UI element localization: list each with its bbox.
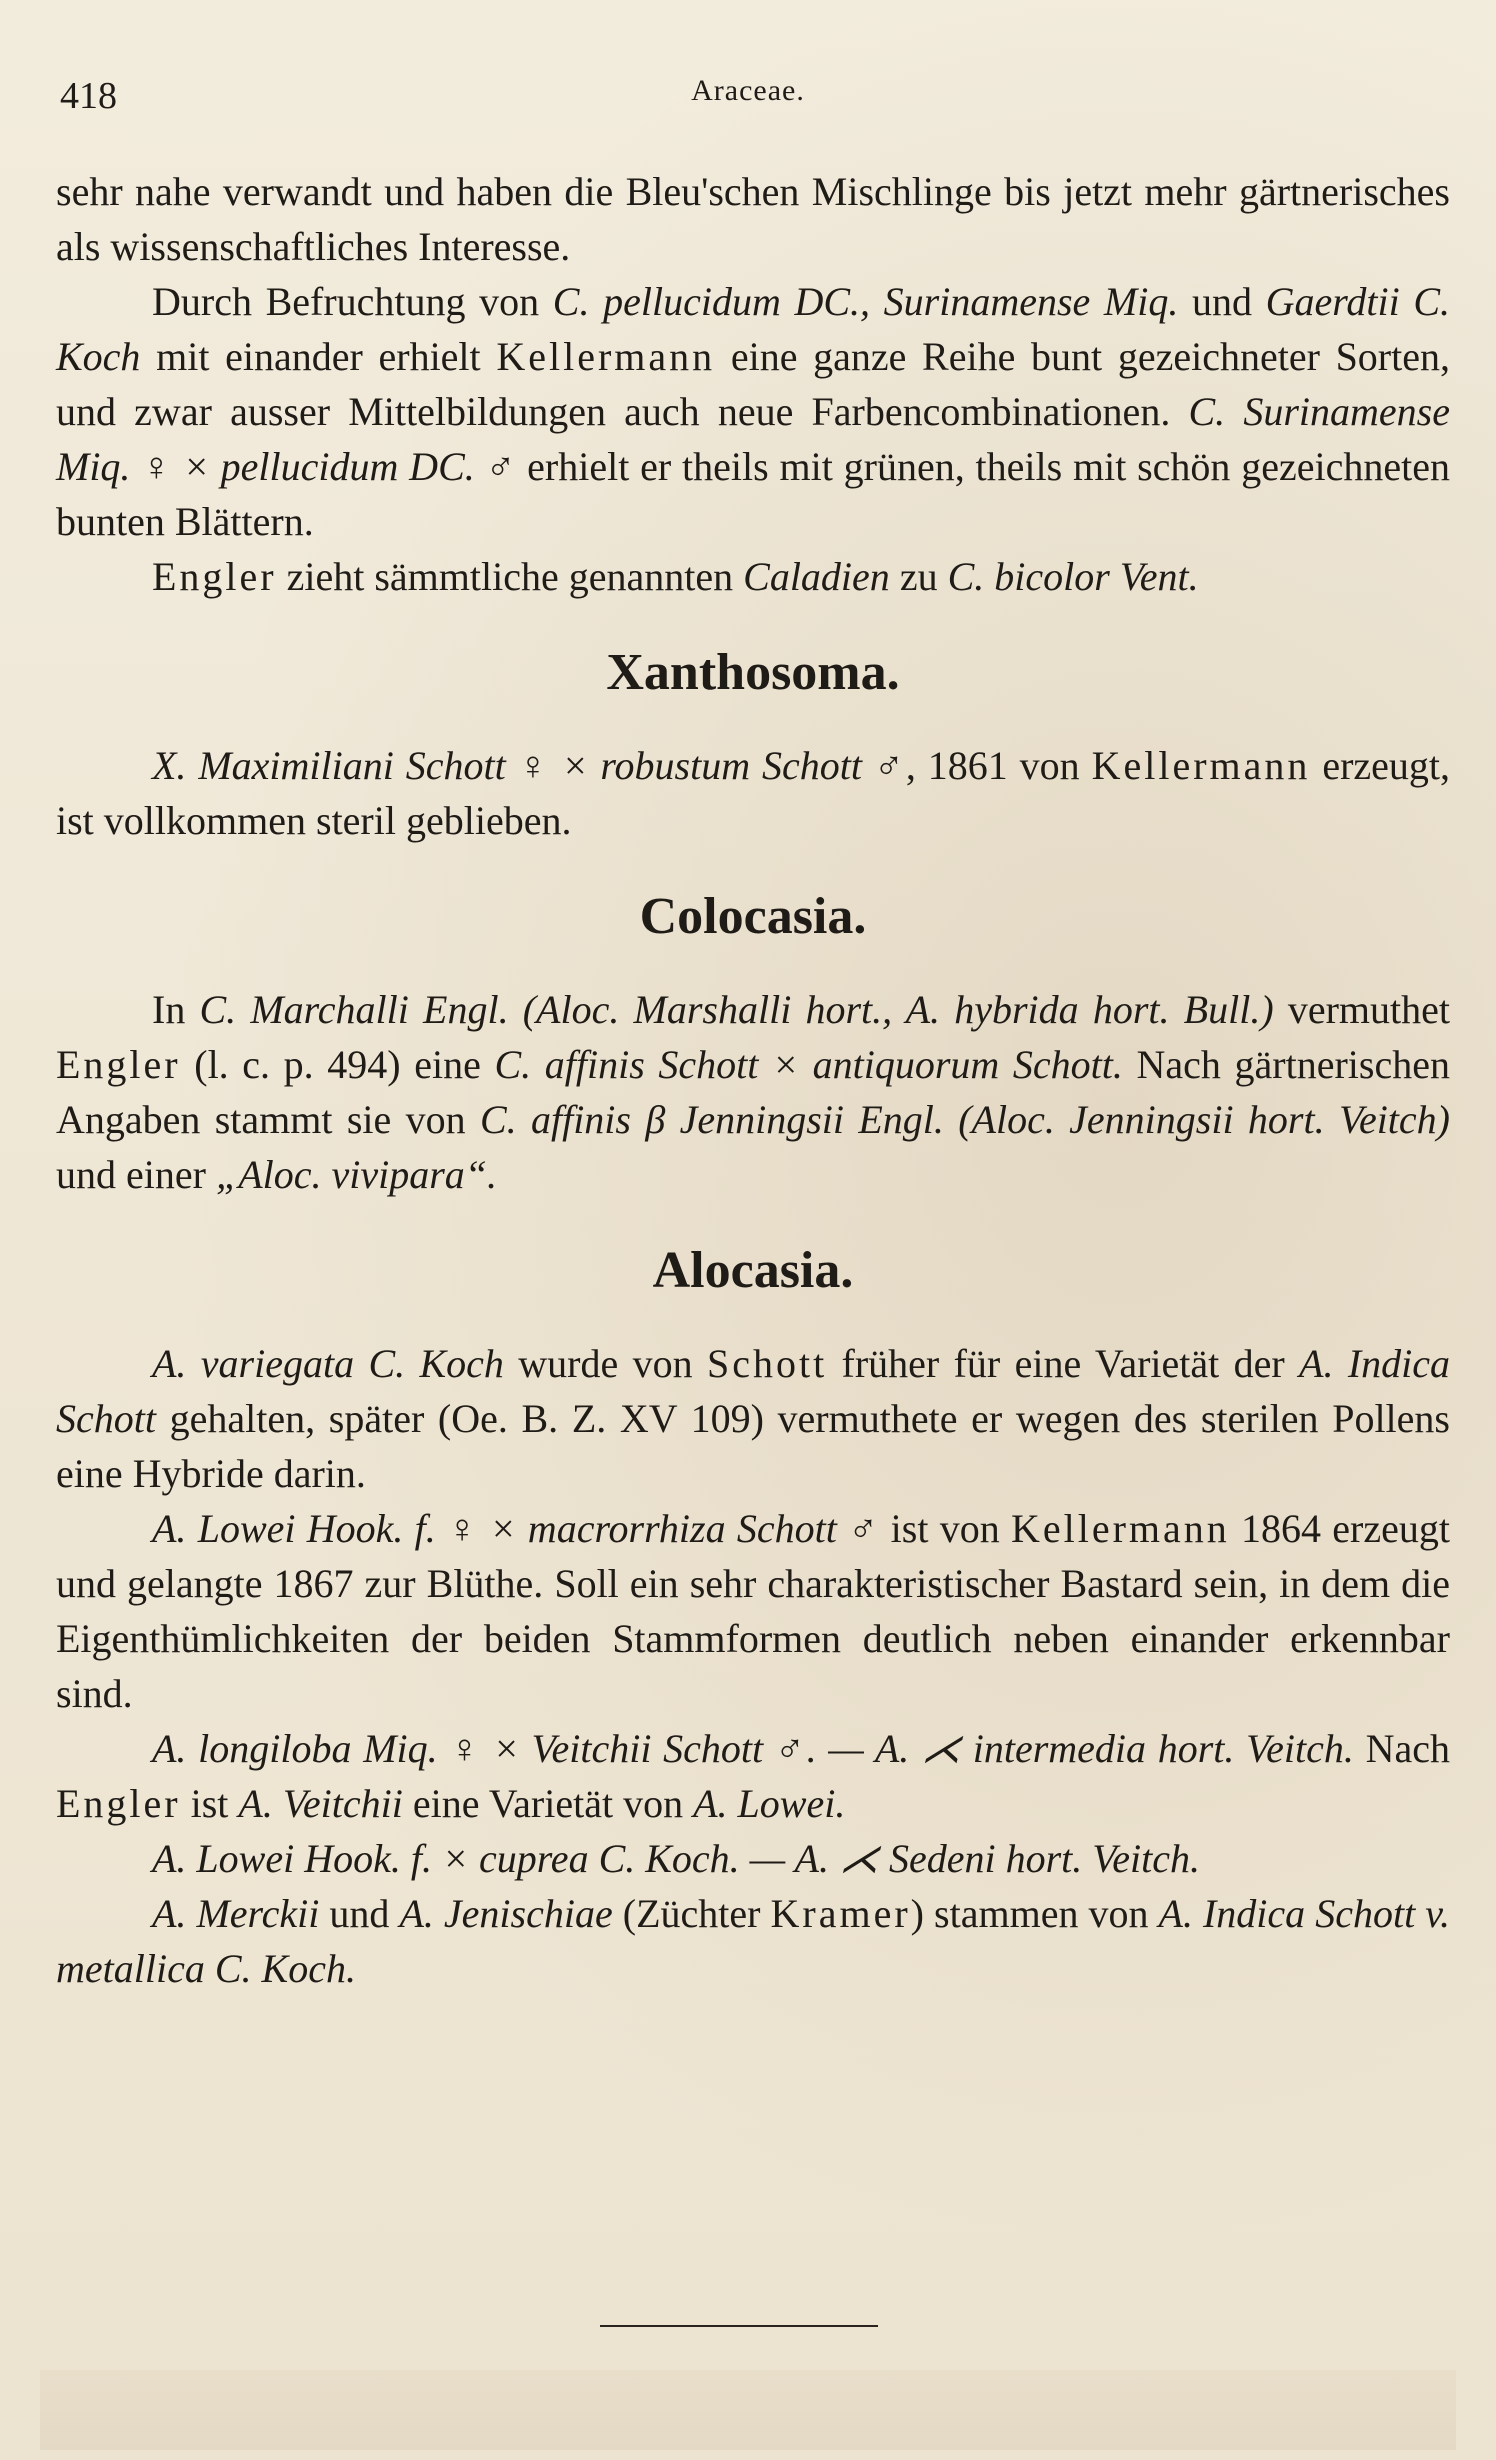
text-span: ist [180,1781,239,1826]
taxon-name: C. Surinamense Miq. ♀ × pellucidum DC. ♂ [56,389,1450,489]
text-span: früher für eine Varietät der [827,1341,1300,1386]
text-span: und einer [56,1152,216,1197]
taxon-name: C. affinis β Jenningsii Engl. (Aloc. Jenningsii hort. Veitch) [479,1097,1450,1142]
paragraph [56,982,1450,1202]
person-name: Schott [706,1341,828,1386]
page-header [60,74,1436,124]
taxon-name: A. Merckii [152,1891,320,1936]
taxon-name: C. affinis Schott × antiquorum Schott. [494,1042,1123,1087]
taxon-name: A. Indica Schott v. metallica C. Koch. [56,1891,1451,1991]
text-span: In [152,987,200,1032]
paragraph [56,274,1450,549]
paragraph [56,1336,1450,1501]
paragraph [56,1831,1450,1886]
text-span: gehalten, später (Oe. B. Z. XV 109) vermuthete er wegen des sterilen Pollens eine Hybride darin. [56,1396,1450,1496]
paragraph [56,1721,1450,1831]
person-name: Kellermann [496,334,716,379]
text-span: , 1861 von [905,743,1092,788]
text-span: und [319,1891,400,1936]
taxon-name: A. Veitchii [238,1781,403,1826]
taxon-name: C. pellucidum DC., Surinamense Miq. [552,279,1179,324]
section-title-alocasia: Alocasia. [652,1242,854,1299]
paragraph [56,738,1450,848]
taxon-name: Gaerdtii C. Koch [56,279,1451,379]
text-span: Durch Befruchtung von [152,279,553,324]
text-span: 1864 erzeugt und gelangte 1867 zur Blüthe. Soll ein sehr charakteristischer Bastard sein, in dem die Eigenthümlichkeiten der beiden Stammformen deutlich neben einander erkennbar sind. [56,1506,1450,1716]
text-span: zu [889,554,948,599]
person-name: Engler [152,554,277,599]
text-span: erzeugt, ist vollkommen steril geblieben. [56,743,1451,843]
taxon-name: Caladien [743,554,890,599]
text-span: (l. c. p. 494) eine [180,1042,495,1087]
running-head: Araceae. [691,74,805,107]
text-span: (Züchter [612,1891,771,1936]
text-span: ) stammen von [910,1891,1159,1936]
person-name: Kellermann [1091,743,1311,788]
person-name: Kramer [770,1891,911,1936]
taxon-name: „Aloc. vivipara“. [215,1152,498,1197]
taxon-name: A. Jenischiae [399,1891,613,1936]
section-title-colocasia: Colocasia. [639,888,867,945]
text-span: mit einander erhielt [140,334,497,379]
text-span: eine Varietät von [402,1781,694,1826]
paragraph [56,1501,1450,1721]
person-name: Kellermann [1010,1506,1230,1551]
person-name: Engler [56,1781,181,1826]
text-span: zieht sämmtliche genannten [276,554,744,599]
section-title-xanthosoma: Xanthosoma. [606,644,900,701]
text-span: ist von [879,1506,1011,1551]
person-name: Engler [56,1042,181,1087]
taxon-name: A. Lowei Hook. f. ♀ × macrorrhiza Schott ♂ [152,1506,880,1551]
page-number: 418 [60,75,117,117]
text-span: wurde von [503,1341,707,1386]
text-span: Nach [1353,1726,1450,1771]
text-span: vermuthet [1273,987,1450,1032]
taxon-name: C. bicolor Vent. [947,554,1199,599]
text-span: und [1178,279,1266,324]
end-rule [600,2325,878,2327]
text-span: sehr nahe verwandt und haben die Bleu'schen Mischlinge bis jetzt mehr gärtnerisches als wissenschaftliches Interesse. [56,169,1450,269]
text-span: eine ganze Reihe bunt gezeichneter Sorten, und zwar ausser Mittelbildungen auch neue Farbencombinationen. [56,334,1450,434]
page-body [56,164,1450,1996]
text-span: erhielt er theils mit grünen, theils mit schön gezeichneten bunten Blättern. [56,444,1450,544]
taxon-name: A. Indica Schott [56,1341,1451,1441]
paragraph [56,549,1450,604]
taxon-name: A. longiloba Miq. ♀ × Veitchii Schott ♂. — A. ⋌ intermedia hort. Veitch. [152,1726,1354,1771]
taxon-name: X. Maximiliani Schott ♀ × robustum Schott ♂ [152,743,906,788]
bleed-through-area [40,2370,1456,2450]
paragraph [56,1886,1450,1996]
text-span: Nach gärtnerischen Angaben stammt sie von [56,1042,1450,1142]
taxon-name: A. Lowei Hook. f. × cuprea C. Koch. — A. ⋌ Sedeni hort. Veitch. [152,1836,1200,1881]
taxon-name: A. Lowei. [693,1781,846,1826]
paragraph [56,164,1450,274]
taxon-name: C. Marchalli Engl. (Aloc. Marshalli hort., A. hybrida hort. Bull.) [199,987,1274,1032]
taxon-name: A. variegata C. Koch [152,1341,504,1386]
